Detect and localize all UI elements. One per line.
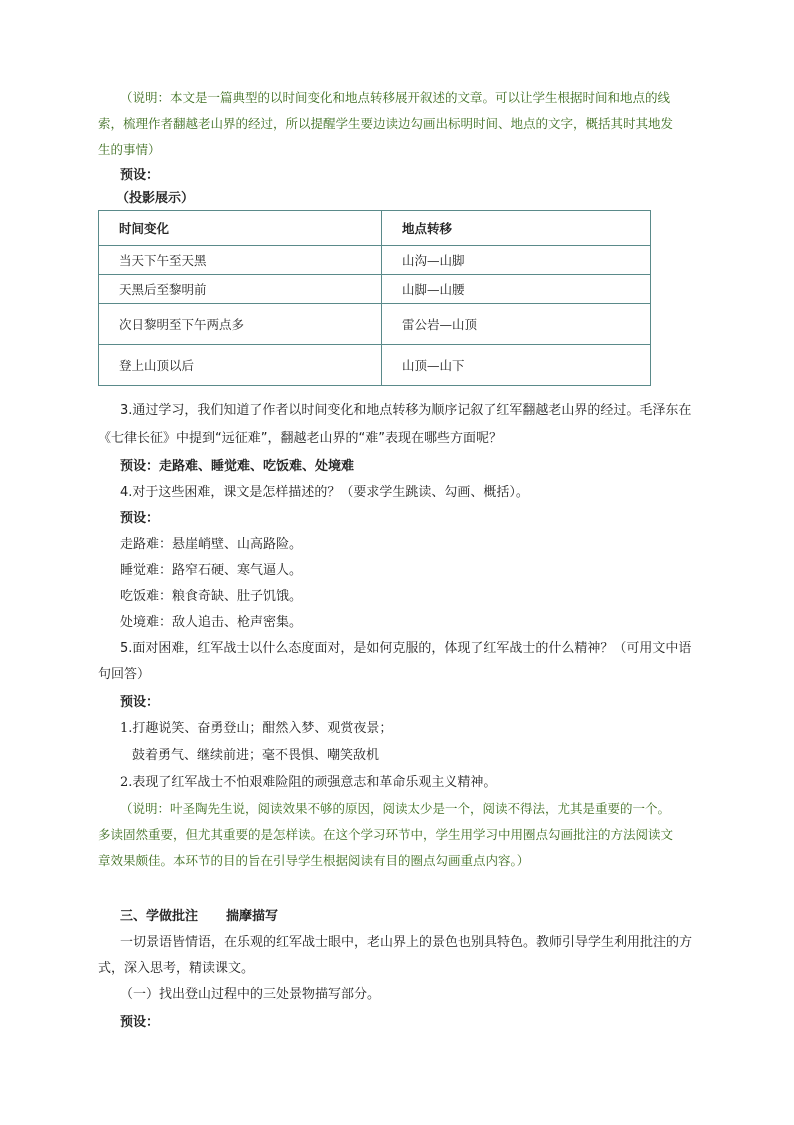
question-3-line-1: 3.通过学习，我们知道了作者以时间变化和地点转移为顺序记叙了红军翻越老山界的经过。毛泽东在 [120, 403, 692, 418]
section-3-title: 三、学做批注 [120, 909, 199, 924]
preset-label-2: 预设： [120, 511, 160, 526]
question-5-answer-1b: 鼓着勇气、继续前进；毫不畏惧、嘲笑敌机 [132, 748, 380, 763]
time-place-table [98, 210, 651, 386]
table-row [99, 345, 651, 386]
question-4-answer-3: 吃饭难：粮食奇缺、肚子饥饿。 [120, 589, 303, 604]
table-cell: 山脚—山腰 [382, 275, 651, 304]
table-row [99, 304, 651, 345]
table-cell: 山沟—山脚 [382, 246, 651, 275]
question-3-line-2: 《七律长征》中提到“远征难”，翻越老山界的“难”表现在哪些方面呢？ [98, 431, 502, 446]
table-cell: 山顶—山下 [382, 345, 651, 386]
section-3-item-1: （一）找出登山过程中的三处景物描写部分。 [120, 987, 381, 1002]
projection-label: （投影展示） [116, 191, 195, 206]
question-4-answer-1: 走路难：悬崖峭壁、山高路险。 [120, 537, 303, 552]
question-5-answer-2: 2.表现了红军战士不怕艰难险阻的顽强意志和革命乐观主义精神。 [120, 775, 497, 790]
table-row [99, 246, 651, 275]
section-3-paragraph-line-2: 式，深入思考，精读课文。 [98, 961, 255, 976]
question-5-line-2: 句回答） [98, 667, 151, 682]
note-1-line-2: 索，梳理作者翻越老山界的经过，所以提醒学生要边读边勾画出标明时间、地点的文字，概括其时其地发 [98, 116, 674, 131]
preset-label-3: 预设： [120, 695, 160, 710]
question-3-answer: 预设：走路难、睡觉难、吃饭难、处境难 [120, 459, 355, 474]
note-1-line-3: 生的事情） [98, 142, 161, 157]
table-header-time: 时间变化 [99, 211, 382, 246]
table-cell: 雷公岩—山顶 [382, 304, 651, 345]
question-4-answer-4: 处境难：敌人追击、枪声密集。 [120, 615, 303, 630]
note-2-line-2: 多读固然重要，但尤其重要的是怎样读。在这个学习环节中，学生用学习中用圈点勾画批注的方法阅读文 [98, 827, 674, 842]
preset-label-1: 预设： [120, 168, 160, 183]
table-cell: 次日黎明至下午两点多 [99, 304, 382, 345]
table-row [99, 275, 651, 304]
section-3-subtitle: 揣摩描写 [226, 909, 279, 924]
note-2-line-3: 章效果颇佳。本环节的目的旨在引导学生根据阅读有目的圈点勾画重点内容。） [98, 853, 530, 868]
table-cell: 登上山顶以后 [99, 345, 382, 386]
question-4: 4.对于这些困难，课文是怎样描述的？（要求学生跳读、勾画、概括）。 [120, 485, 529, 500]
question-4-answer-2: 睡觉难：路窄石硬、寒气逼人。 [120, 563, 303, 578]
table-cell: 当天下午至天黑 [99, 246, 382, 275]
note-2-line-1: （说明：叶圣陶先生说，阅读效果不够的原因，阅读太少是一个，阅读不得法，尤其是重要的一个。 [120, 801, 671, 816]
table-header-place: 地点转移 [382, 211, 651, 246]
section-3-paragraph-line-1: 一切景语皆情语，在乐观的红军战士眼中，老山界上的景色也别具特色。教师引导学生利用批注的方 [120, 935, 693, 950]
question-5-answer-1: 1.打趣说笑、奋勇登山；酣然入梦、观赏夜景； [120, 721, 393, 736]
question-5-line-1: 5.面对困难，红军战士以什么态度面对，是如何克服的，体现了红军战士的什么精神？（可用文中语 [120, 641, 692, 656]
section-3-preset: 预设： [120, 1015, 160, 1030]
table-cell: 天黑后至黎明前 [99, 275, 382, 304]
note-1-line-1: （说明：本文是一篇典型的以时间变化和地点转移展开叙述的文章。可以让学生根据时间和地点的线 [120, 90, 671, 105]
table-header-row [99, 211, 651, 246]
